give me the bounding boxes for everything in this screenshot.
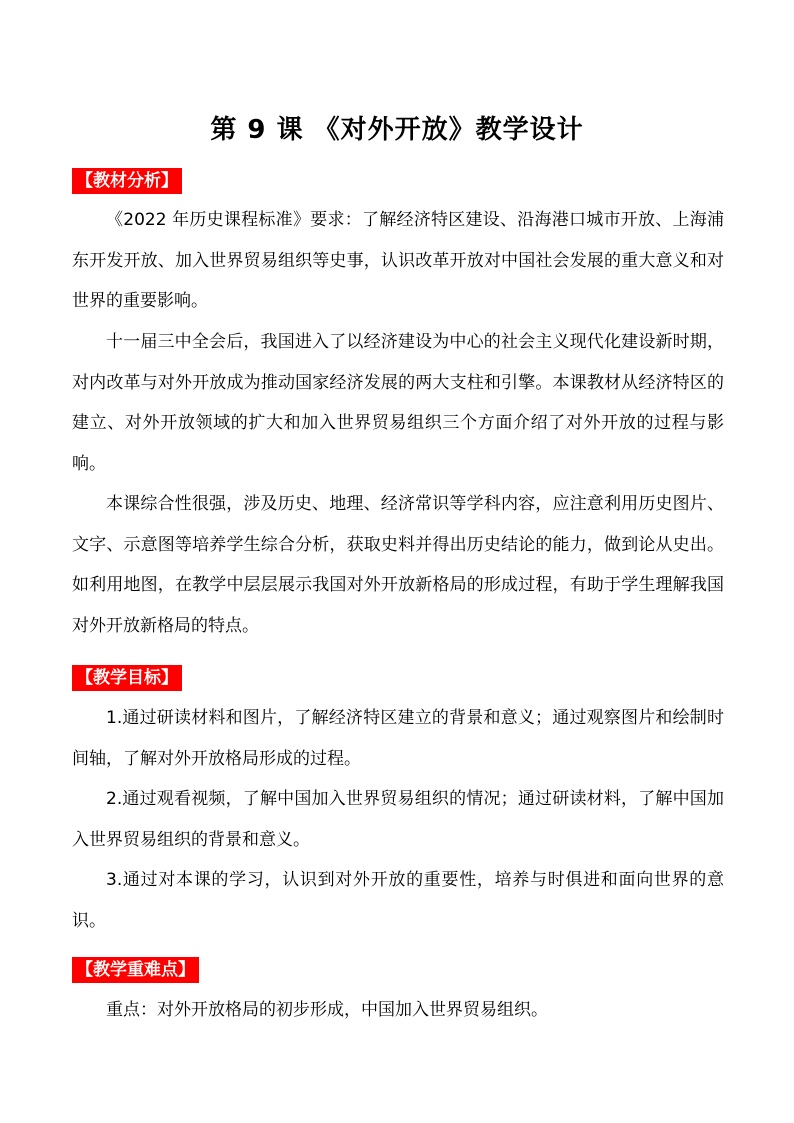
analysis-paragraph-2: 十一届三中全会后，我国进入了以经济建设为中心的社会主义现代化建设新时期，对内改革与对外开放成为推动国家经济发展的两大支柱和引擎。本课教材从经济特区的建立、对外开放领域的扩大和加入世界贸易组织三个方面介绍了对外开放的过程与影响。 [72,332,724,474]
analysis-paragraph-1: 《2022 年历史课程标准》要求：了解经济特区建设、沿海港口城市开放、上海浦东开发开放、加入世界贸易组织等史事，认识改革开放对中国社会发展的重大意义和对世界的重要影响。 [72,210,724,311]
document-title: 第 9 课 《对外开放》教学设计 [210,115,584,145]
key-points-paragraph-1: 重点：对外开放格局的初步形成，中国加入世界贸易组织。 [106,1000,548,1020]
section-label-goals: 【教学目标】 [72,665,182,691]
goals-paragraph-2: 2.通过观看视频，了解中国加入世界贸易组织的情况；通过研读材料，了解中国加入世界贸易组织的背景和意义。 [72,789,724,850]
section-label-key-points: 【教学重难点】 [72,957,199,983]
analysis-paragraph-3: 本课综合性很强，涉及历史、地理、经济常识等学科内容，应注意利用历史图片、文字、示意图等培养学生综合分析，获取史料并得出历史结论的能力，做到论从史出。如利用地图，在教学中层层展示我国对外开放新格局的形成过程，有助于学生理解我国对外开放新格局的特点。 [72,494,724,636]
goals-paragraph-1: 1.通过研读材料和图片，了解经济特区建立的背景和意义；通过观察图片和绘制时间轴，了解对外开放格局形成的过程。 [72,708,724,769]
goals-paragraph-3: 3.通过对本课的学习，认识到对外开放的重要性，培养与时俱进和面向世界的意识。 [72,870,724,931]
section-label-analysis: 【教材分析】 [72,168,182,194]
